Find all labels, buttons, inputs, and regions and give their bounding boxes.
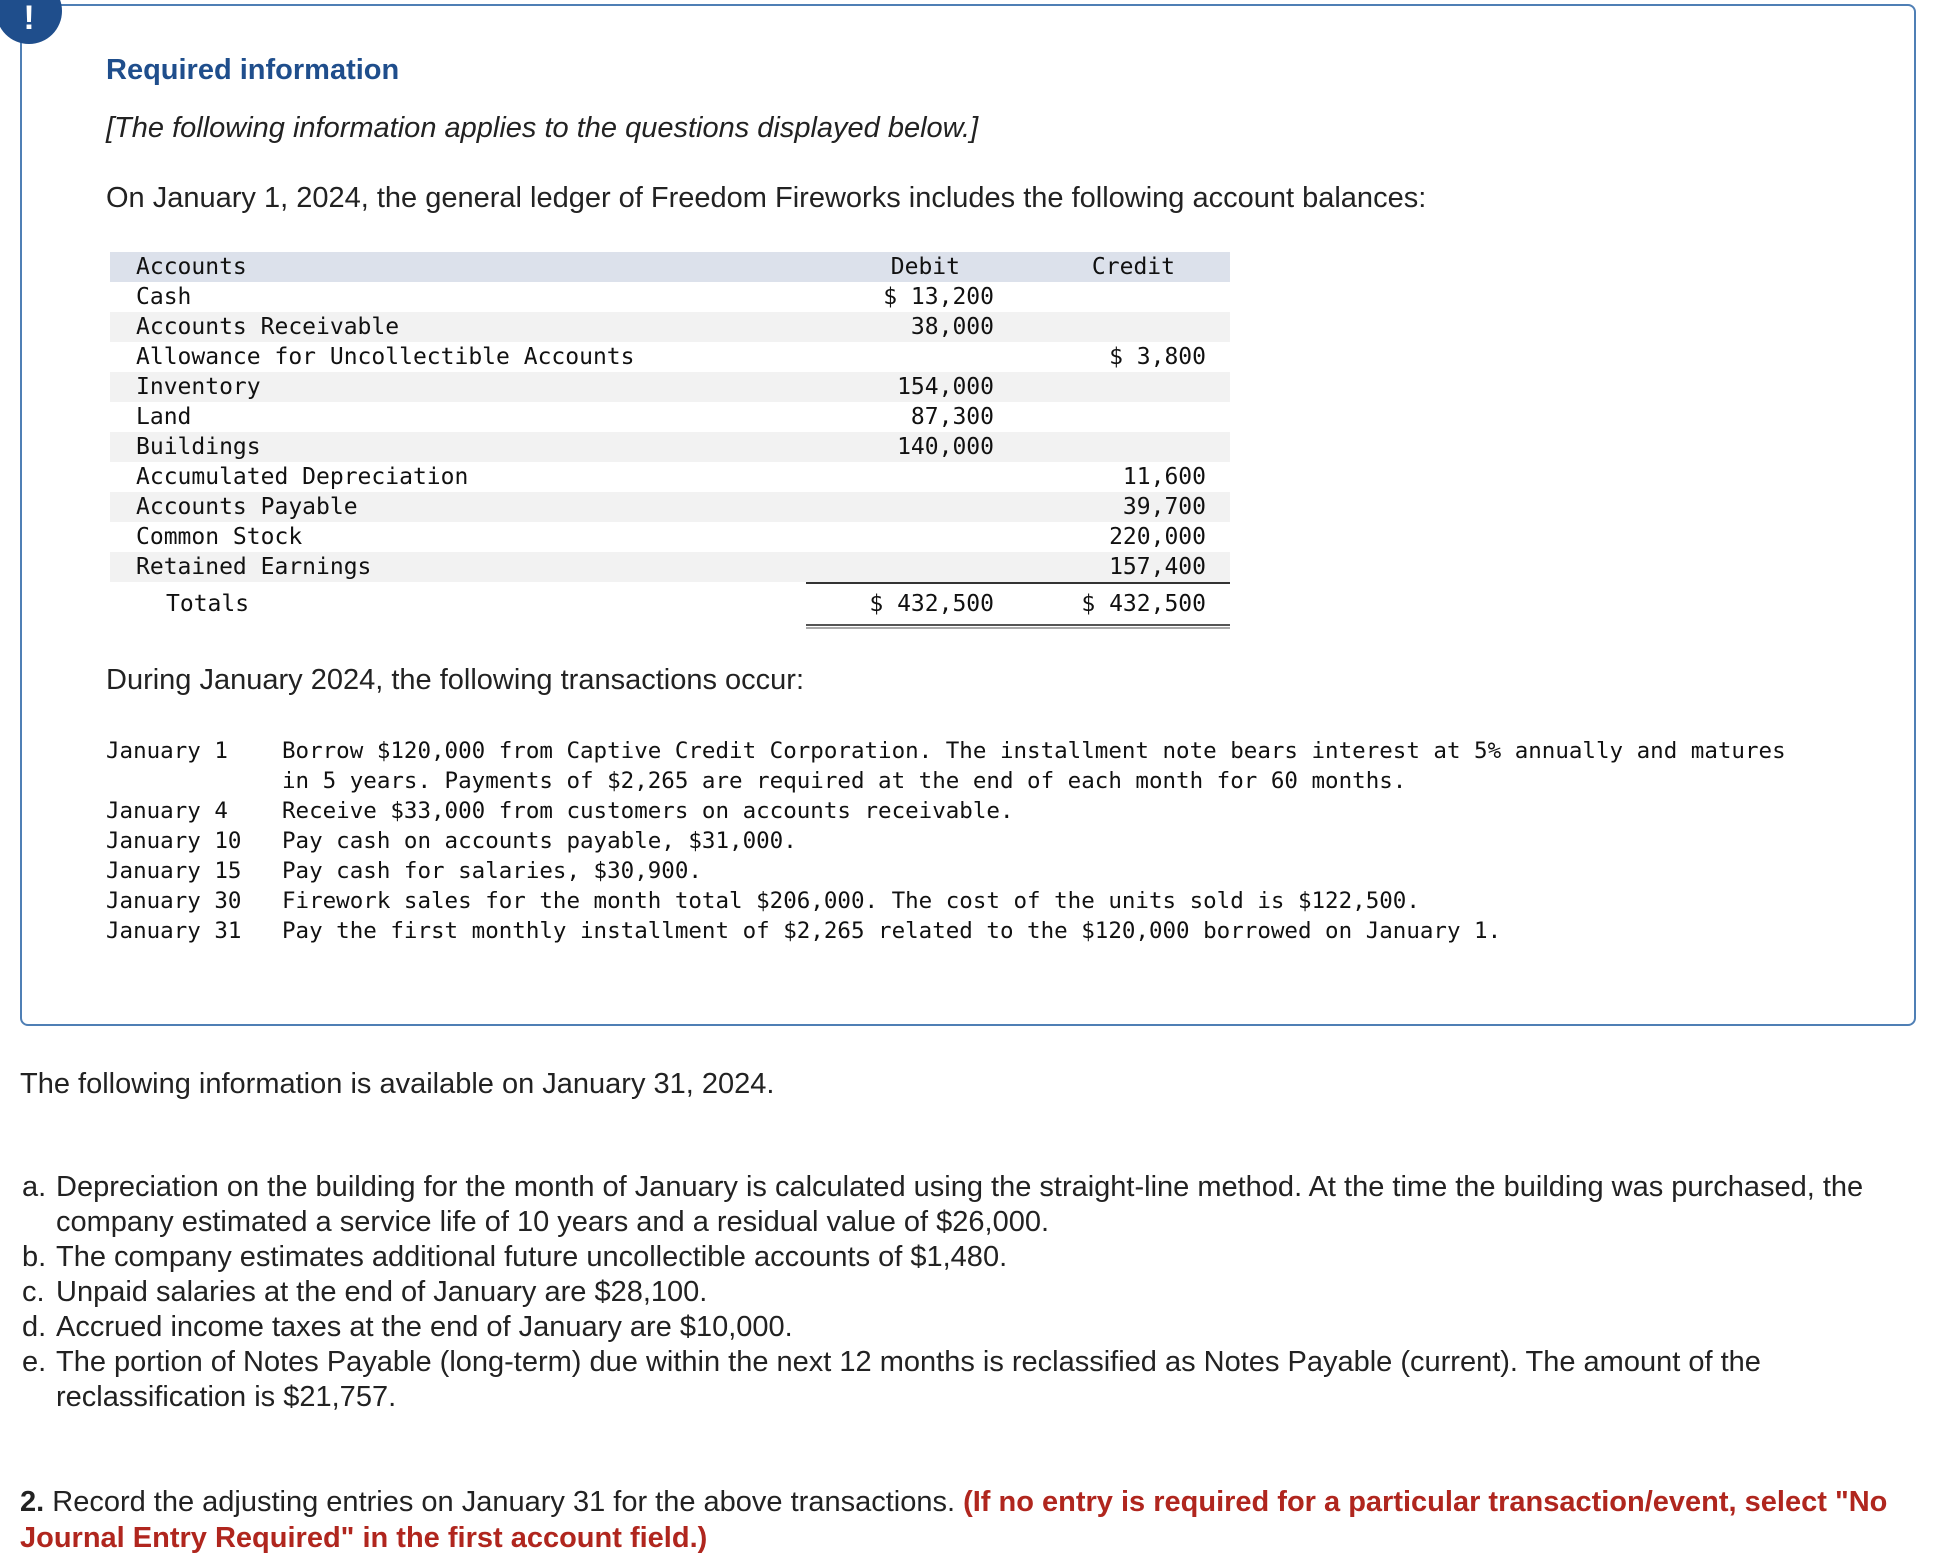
- adjustment-label: e.: [22, 1346, 47, 1378]
- available-info-text: The following information is available on January 31, 2024.: [20, 1068, 775, 1100]
- account-name: Cash: [136, 284, 192, 310]
- adjustment-label: a.: [22, 1171, 47, 1203]
- totals-row: [110, 584, 1230, 624]
- question-instruction: (If no entry is required for a particular transaction/event, select "No Journal Entry Required" in the first account field.): [20, 1486, 1888, 1554]
- ledger-row: [110, 402, 1230, 432]
- ledger-row: [110, 312, 1230, 342]
- adjustment-label: b.: [22, 1241, 47, 1273]
- account-name: Land: [136, 404, 192, 430]
- debit-value: 154,000: [897, 374, 994, 400]
- credit-value: 11,600: [1122, 464, 1206, 490]
- transaction-item: [106, 796, 1806, 826]
- accounts-column-header: Accounts: [136, 254, 247, 280]
- adjustment-text: Accrued income taxes at the end of January are $10,000.: [56, 1311, 793, 1343]
- debit-total: $ 432,500: [869, 591, 994, 617]
- adjustment-item: [22, 1310, 1942, 1345]
- question-prompt: [20, 1484, 1930, 1556]
- transaction-date: January 1: [106, 738, 228, 764]
- account-name: Inventory: [136, 374, 261, 400]
- debit-value: $ 13,200: [883, 284, 994, 310]
- adjustments-list: [22, 1170, 1942, 1415]
- ledger-intro: On January 1, 2024, the general ledger of Freedom Fireworks includes the following account balances:: [106, 182, 1427, 214]
- applies-note: [The following information applies to the questions displayed below.]: [106, 112, 979, 144]
- transaction-item: [106, 736, 1806, 796]
- transaction-date: January 31: [106, 918, 242, 944]
- transaction-item: [106, 856, 1806, 886]
- transaction-description: Pay cash for salaries, $30,900.: [282, 858, 702, 884]
- ledger-table: [110, 252, 1230, 629]
- ledger-row: [110, 372, 1230, 402]
- adjustment-text: The portion of Notes Payable (long-term) due within the next 12 months is reclassified as Notes Payable (current). The amount of the reclassification is $21,757.: [56, 1346, 1761, 1413]
- ledger-header-row: [110, 252, 1230, 282]
- transaction-item: [106, 826, 1806, 856]
- debit-column-header: Debit: [890, 254, 960, 280]
- required-information-title: Required information: [106, 54, 400, 86]
- credit-value: 39,700: [1122, 494, 1206, 520]
- adjustment-text: Unpaid salaries at the end of January are $28,100.: [56, 1276, 708, 1308]
- transaction-date: January 10: [106, 828, 242, 854]
- adjustment-item: [22, 1170, 1942, 1240]
- transaction-description: Borrow $120,000 from Captive Credit Corporation. The installment note bears interest at 5% annually and matures in 5 years. Payments of $2,265 are required at the end of each month for 60 months.: [282, 738, 1786, 794]
- credit-column-header: Credit: [1091, 254, 1175, 280]
- account-name: Common Stock: [136, 524, 303, 550]
- adjustment-item: [22, 1275, 1942, 1310]
- adjustment-text: Depreciation on the building for the month of January is calculated using the straight-line method. At the time the building was purchased, the company estimated a service life of 10 years and a residual value of $26,000.: [56, 1171, 1864, 1238]
- account-name: Accounts Receivable: [136, 314, 400, 340]
- transaction-description: Pay the first monthly installment of $2,265 related to the $120,000 borrowed on January 1.: [282, 918, 1502, 944]
- account-name: Accounts Payable: [136, 494, 358, 520]
- adjustment-item: [22, 1240, 1942, 1275]
- debit-value: 87,300: [910, 404, 994, 430]
- transaction-item: [106, 886, 1806, 916]
- ledger-row: [110, 282, 1230, 312]
- account-name: Allowance for Uncollectible Accounts: [136, 344, 635, 370]
- credit-value: $ 3,800: [1109, 344, 1206, 370]
- adjustment-label: c.: [22, 1276, 45, 1308]
- ledger-row: [110, 522, 1230, 552]
- adjustment-text: The company estimates additional future uncollectible accounts of $1,480.: [56, 1241, 1008, 1273]
- credit-total: $ 432,500: [1081, 591, 1206, 617]
- adjustment-item: [22, 1345, 1942, 1415]
- total-rule: [110, 624, 1230, 629]
- transactions-intro: During January 2024, the following transactions occur:: [106, 664, 804, 696]
- debit-value: 38,000: [910, 314, 994, 340]
- double-underline: [806, 624, 1230, 629]
- totals-label: Totals: [166, 591, 250, 617]
- ledger-row: [110, 462, 1230, 492]
- transaction-date: January 15: [106, 858, 242, 884]
- transaction-description: Firework sales for the month total $206,000. The cost of the units sold is $122,500.: [282, 888, 1420, 914]
- transaction-description: Receive $33,000 from customers on accounts receivable.: [282, 798, 1014, 824]
- credit-value: 220,000: [1109, 524, 1206, 550]
- credit-value: 157,400: [1109, 554, 1206, 580]
- question-text: Record the adjusting entries on January 31 for the above transactions.: [52, 1486, 956, 1518]
- ledger-row: [110, 552, 1230, 582]
- adjustment-label: d.: [22, 1311, 47, 1343]
- account-name: Retained Earnings: [136, 554, 372, 580]
- ledger-row: [110, 432, 1230, 462]
- account-name: Buildings: [136, 434, 261, 460]
- ledger-row: [110, 342, 1230, 372]
- transaction-date: January 30: [106, 888, 242, 914]
- account-name: Accumulated Depreciation: [136, 464, 469, 490]
- transaction-description: Pay cash on accounts payable, $31,000.: [282, 828, 797, 854]
- transactions-list: [106, 736, 1806, 946]
- debit-value: 140,000: [897, 434, 994, 460]
- alert-icon: !: [0, 0, 62, 44]
- question-number: 2.: [20, 1486, 45, 1518]
- transaction-date: January 4: [106, 798, 228, 824]
- transaction-item: [106, 916, 1806, 946]
- ledger-row: [110, 492, 1230, 522]
